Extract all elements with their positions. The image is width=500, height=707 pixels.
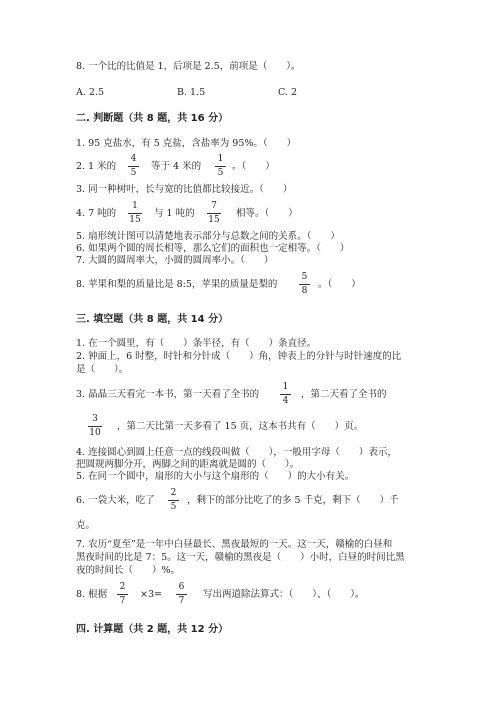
judge-q8-part-a: 8. 苹果和梨的质量比是 8:5，苹果的质量是梨的 (76, 279, 278, 290)
fill-q3-part-b: ，第二天看了全书的 (301, 389, 387, 400)
denominator: 5 (170, 502, 177, 512)
denominator: 10 (89, 428, 101, 438)
judge-q1: 1. 95 克盐水，有 5 克盐，含盐率为 95%。（ ） (76, 138, 297, 149)
denominator: 7 (178, 596, 185, 606)
choice-q8-option-a: A. 2.5 (76, 87, 105, 98)
choice-q8-option-b: B. 1.5 (177, 87, 206, 98)
choice-q8-option-c: C. 2 (278, 87, 298, 98)
fill-q8-fraction-1 (117, 582, 128, 607)
fill-q6-fraction (168, 488, 179, 513)
judge-q2-part-c: 。（ ） (232, 161, 275, 172)
judge-q2-part-a: 2. 1 米的 (76, 161, 117, 172)
denominator: 5 (217, 168, 224, 178)
numerator: 4 (130, 154, 137, 164)
judge-q4-fraction-1 (128, 201, 142, 226)
judge-q4-part-a: 4. 7 吨的 (76, 208, 117, 219)
fill-q3-part-c: ，第二天比第一天多看了 15 页，这本书共有（ ）页。 (117, 421, 364, 432)
denominator: 5 (130, 168, 137, 178)
fill-q4-line2: 把圆规两脚分开，两脚之间的距离就是圆的（ ）。 (76, 459, 300, 470)
denominator: 8 (301, 286, 308, 296)
fill-q5: 5. 在同一个圆中，扇形的大小与这个扇形的（ ）的大小有关。 (76, 471, 355, 482)
numerator: 1 (132, 201, 138, 211)
fill-q3-fraction-2 (88, 414, 102, 439)
fill-q2-line2: 是（ ）。 (76, 364, 129, 375)
numerator: 2 (119, 582, 126, 592)
numerator: 2 (170, 488, 177, 498)
fill-q1: 1. 在一个圆里，有（ ）条半径，有（ ）条直径。 (76, 338, 317, 349)
judge-q6: 6. 如果两个圆的周长相等，那么它们的面积也一定相等。（ ） (76, 243, 350, 254)
section-title-fill: 三. 填空题（共 8 题，共 14 分） (76, 314, 229, 325)
denominator: 15 (129, 215, 141, 225)
fill-q6-part-a: 6. 一袋大米，吃了 (76, 495, 155, 506)
fill-q7-line1: 7. 农历“夏至”是一年中白昼最长、黑夜最短的一天。这一天，赣榆的白昼和 (76, 539, 393, 550)
fill-q6-line2: 克。 (76, 520, 96, 531)
numerator: 5 (301, 272, 308, 282)
denominator: 15 (208, 215, 220, 225)
judge-q2-part-b: 等于 4 米的 (151, 161, 202, 172)
fill-q8-part-b: 写出两道除法算式：（ ）、（ ）。 (203, 589, 365, 600)
choice-q8-stem: 8. 一个比的比值是 1，后项是 2.5，前项是（ ）。 (76, 61, 301, 72)
judge-q3: 3. 同一种树叶，长与宽的比值都比较接近。（ ） (76, 184, 293, 195)
judge-q4-part-b: 与 1 吨的 (154, 208, 195, 219)
numerator: 3 (92, 414, 98, 424)
judge-q7: 7. 大圆的圆周率大，小圆的圆周率小。（ ） (76, 255, 274, 266)
fill-q7-line2: 黑夜时间的比是 7：5。这一天，赣榆的黑夜是（ ）小时，白昼的时间比黑 (76, 552, 405, 563)
judge-q4-part-c: 相等。（ ） (236, 208, 298, 219)
judge-q8-part-b: 。（ ） (318, 279, 361, 290)
fill-q2-line1: 2. 钟面上，6 时整，时针和分针成（ ）角，钟表上的分针与时针速度的比 (76, 351, 402, 362)
fill-q7-line3: 夜的时间长（ ）%。 (76, 565, 181, 576)
fill-q8-multiply: ×3= (140, 589, 162, 600)
section-title-judge: 二. 判断题（共 8 题，共 16 分） (76, 113, 229, 124)
numerator: 6 (178, 582, 185, 592)
judge-q5: 5. 扇形统计图可以清楚地表示部分与总数之间的关系。（ ） (76, 231, 340, 242)
denominator: 4 (282, 396, 289, 406)
judge-q8-fraction (299, 272, 310, 297)
numerator: 1 (282, 382, 289, 392)
fill-q8-part-a: 8. 根据 (76, 589, 108, 600)
fill-q8-fraction-2 (176, 582, 187, 607)
numerator: 7 (211, 201, 217, 211)
fill-q3-fraction-1 (280, 382, 291, 407)
fill-q3-part-a: 3. 晶晶三天看完一本书，第一天看了全书的 (76, 389, 260, 400)
judge-q4-fraction-2 (207, 201, 221, 226)
fill-q4-line1: 4. 连接圆心到圆上任意一点的线段叫做（ ），一般用字母（ ）表示， (76, 447, 397, 458)
denominator: 7 (119, 596, 126, 606)
judge-q2-fraction-1 (128, 154, 139, 179)
judge-q2-fraction-2 (215, 154, 226, 179)
numerator: 1 (217, 154, 224, 164)
fill-q6-part-b: ，剩下的部分比吃了的多 5 千克，剩下（ ）千 (187, 495, 399, 506)
section-title-calc: 四. 计算题（共 2 题，共 12 分） (76, 624, 229, 635)
